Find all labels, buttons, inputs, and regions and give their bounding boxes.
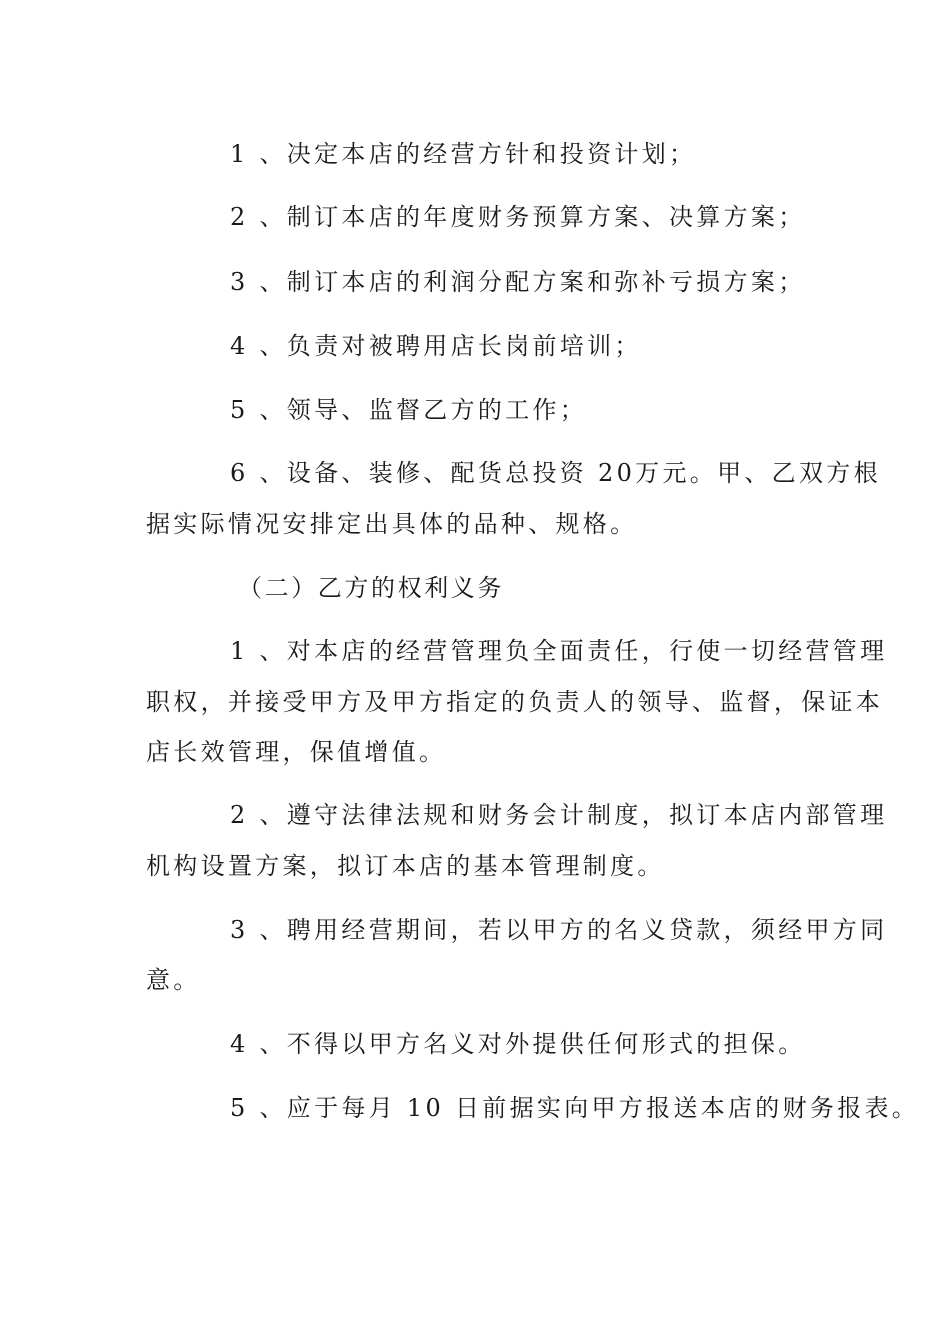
- party-b-item-1-line-2: 职权，并接受甲方及甲方指定的负责人的领导、监督，保证本: [146, 688, 884, 716]
- party-b-item-1-line-1: 1 、对本店的经营管理负全面责任，行使一切经营管理: [230, 637, 888, 665]
- party-b-item-2-line-1: 2 、遵守法律法规和财务会计制度，拟订本店内部管理: [230, 801, 888, 829]
- party-a-item-6-line-2: 据实际情况安排定出具体的品种、规格。: [146, 510, 638, 538]
- party-a-item-5: 5 、领导、监督乙方的工作；: [230, 396, 588, 424]
- party-a-item-4: 4 、负责对被聘用店长岗前培训；: [230, 332, 642, 360]
- party-b-item-5: 5 、应于每月 10 日前据实向甲方报送本店的财务报表。: [230, 1094, 920, 1122]
- party-a-item-3: 3 、制订本店的利润分配方案和弥补亏损方案；: [230, 268, 806, 296]
- section-heading-party-b: （二）乙方的权利义务: [238, 574, 504, 602]
- party-b-item-4: 4 、不得以甲方名义对外提供任何形式的担保。: [230, 1030, 806, 1058]
- party-a-item-2: 2 、制订本店的年度财务预算方案、决算方案；: [230, 203, 806, 231]
- party-a-item-1: 1 、决定本店的经营方针和投资计划；: [230, 140, 697, 168]
- party-b-item-2-line-2: 机构设置方案，拟订本店的基本管理制度。: [146, 852, 665, 880]
- party-b-item-3-line-1: 3 、聘用经营期间，若以甲方的名义贷款，须经甲方同: [230, 916, 888, 944]
- party-b-item-3-line-2: 意。: [146, 966, 201, 994]
- party-b-item-1-line-3: 店长效管理，保值增值。: [146, 738, 447, 766]
- party-a-item-6-line-1: 6 、设备、装修、配货总投资 20万元。甲、乙双方根: [230, 459, 881, 487]
